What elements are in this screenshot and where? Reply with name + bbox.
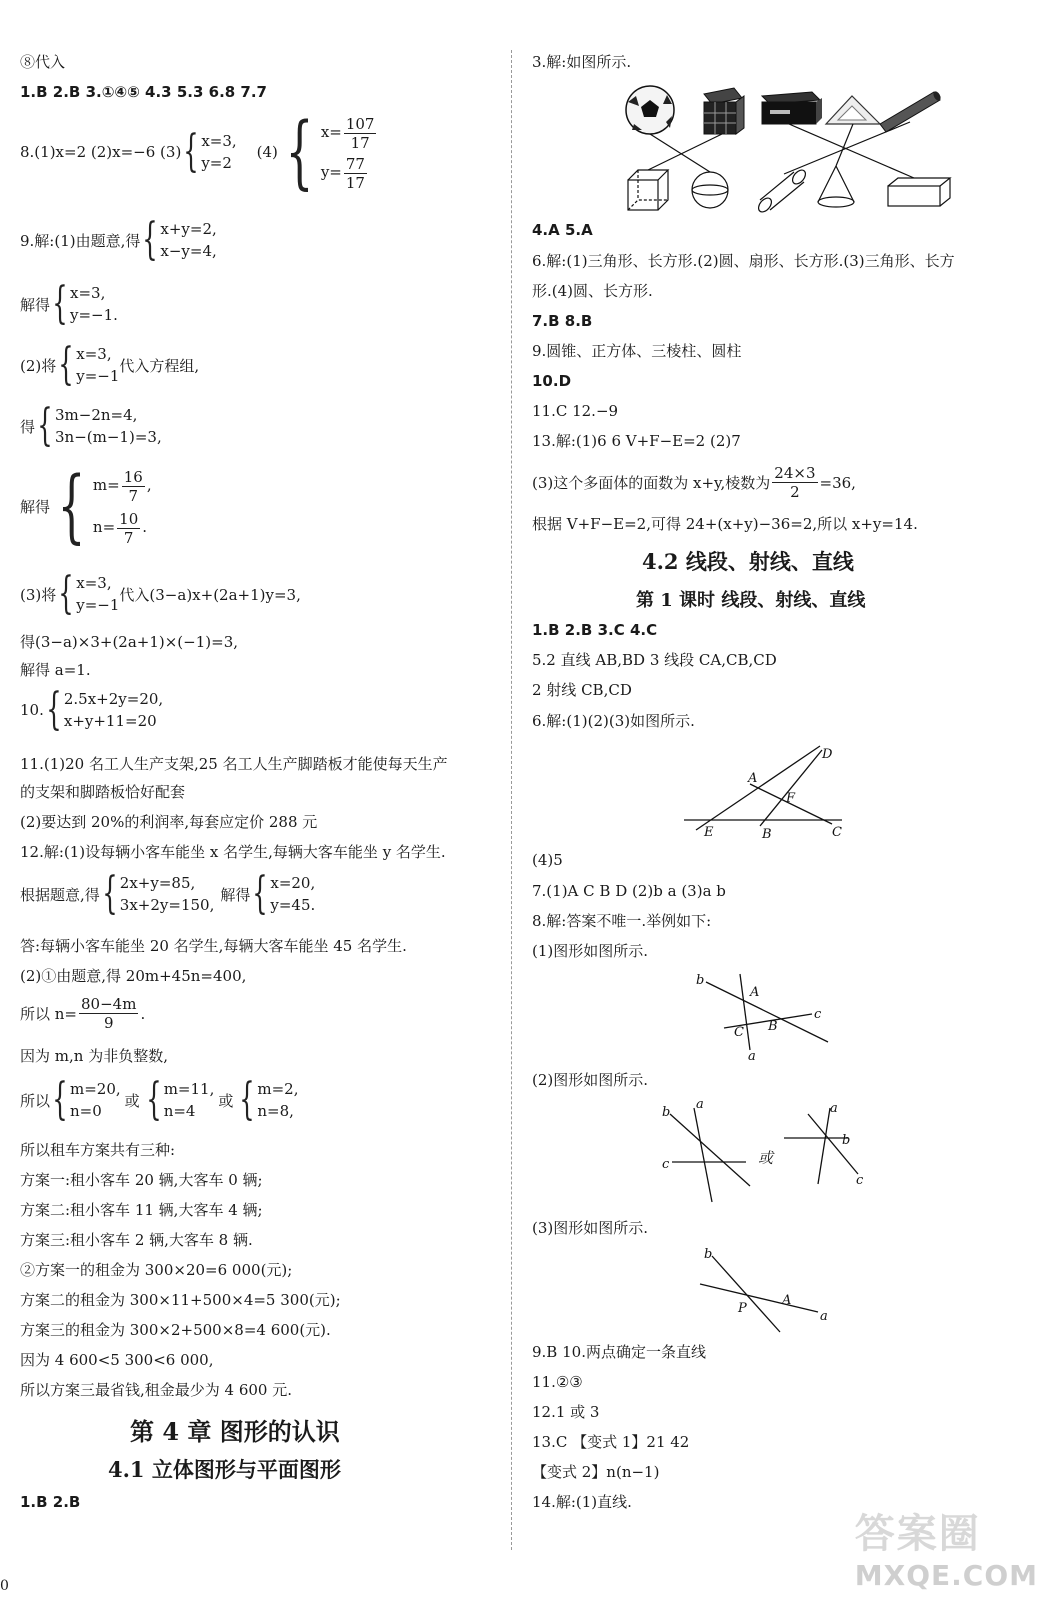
- cylinder-outline: [756, 168, 808, 215]
- numerator: 107: [345, 114, 375, 133]
- brace: {: [145, 1074, 162, 1125]
- eq: y=−1: [76, 596, 120, 614]
- prefix: (3)这个多面体的面数为 x+y,棱数为: [532, 474, 771, 492]
- eq: x=20,: [270, 874, 316, 892]
- point-label: P: [738, 1301, 747, 1316]
- eq: [93, 464, 152, 506]
- numerator: 80−4m: [81, 995, 137, 1013]
- brace: {: [58, 339, 74, 390]
- rubiks-cube-image: [704, 88, 744, 134]
- eq: y=2: [201, 154, 232, 172]
- point-label: F: [786, 791, 796, 806]
- answer-line: 根据 V+F−E=2,可得 24+(x+y)−36=2,所以 x+y=14.: [532, 515, 918, 533]
- mid: 解得: [220, 885, 251, 904]
- eq: x+y=2,: [160, 220, 217, 238]
- prefix: 解得: [20, 497, 51, 516]
- brace: {: [285, 105, 314, 198]
- eq: 2x+y=85,: [119, 874, 196, 892]
- answer-line: (4)5: [532, 851, 563, 869]
- point-label: C: [832, 825, 842, 840]
- eq-pre: n=: [92, 518, 116, 536]
- line-label: c: [856, 1173, 864, 1188]
- answer-line: (2)①由题意,得 20m+45n=400,: [20, 967, 247, 985]
- line-label: a: [748, 1049, 756, 1063]
- line-label: b: [696, 973, 705, 988]
- eq-post: ,: [146, 476, 152, 494]
- figure-6-lines: [682, 742, 852, 842]
- answer-line: ②方案一的租金为 300×20=6 000(元);: [20, 1261, 293, 1279]
- watermark-logo: [855, 1502, 1038, 1592]
- eq: y=−1: [76, 367, 120, 385]
- system: [270, 872, 315, 916]
- eq: x=3,: [201, 132, 237, 150]
- line-label: a: [830, 1101, 838, 1116]
- answer-line: 因为 m,n 为非负整数,: [20, 1047, 168, 1065]
- line-label: c: [662, 1157, 670, 1172]
- eq: x+y+11=20: [63, 712, 157, 730]
- numerator: 24×3: [774, 464, 816, 482]
- eq: y=45.: [270, 896, 316, 914]
- q9-3-system: [20, 568, 301, 619]
- q9-2-system: [20, 339, 200, 390]
- pencil-image: [880, 90, 942, 132]
- q9-system: [20, 214, 217, 265]
- point-label: A: [782, 1293, 792, 1308]
- system: [160, 218, 216, 262]
- answer-line: 11.C 12.−9: [532, 402, 619, 420]
- answer-line: 所以租车方案共有三种:: [20, 1141, 176, 1159]
- matching-lines: [648, 122, 914, 178]
- line-label: b: [704, 1247, 713, 1262]
- point-label: A: [750, 985, 760, 1000]
- fraction: [344, 155, 367, 192]
- answer-line: 因为 4 600<5 300<6 000,: [20, 1351, 214, 1369]
- figure-8-1: [694, 968, 834, 1063]
- line-label: b: [662, 1105, 671, 1120]
- eq-pre: x=: [320, 123, 342, 141]
- numerator: 16: [123, 467, 143, 486]
- brace: {: [183, 126, 200, 177]
- system: [93, 464, 152, 548]
- answer-line: 7.B 8.B: [532, 312, 593, 330]
- answer-line: 13.解:(1)6 6 V+F−E=2 (2)7: [532, 432, 741, 450]
- eq-post: .: [142, 518, 148, 536]
- q13-3-line: [532, 464, 856, 501]
- cone-outline: [818, 166, 854, 207]
- answer-line: 解得 a=1.: [20, 661, 91, 679]
- get-system: [20, 400, 162, 451]
- brace: {: [37, 400, 53, 451]
- brace: {: [239, 1074, 256, 1125]
- eq: n=8,: [257, 1102, 294, 1120]
- point-label: A: [748, 771, 758, 786]
- fraction: [772, 464, 817, 501]
- cube-outline: [628, 170, 668, 210]
- q10-system: [20, 684, 164, 735]
- answer-line: (1)图形如图所示.: [532, 942, 649, 960]
- prefix: 10.: [20, 701, 44, 719]
- numerator: 77: [345, 154, 365, 173]
- denominator: 7: [123, 528, 134, 547]
- answer-line: 11.(1)20 名工人生产支架,25 名工人生产脚踏板才能使每天生产: [20, 755, 448, 773]
- answer-line: 1.B 2.B: [20, 1493, 81, 1511]
- eq: x=3,: [76, 345, 112, 363]
- brace: {: [252, 868, 269, 919]
- suffix: 代入方程组,: [119, 356, 200, 375]
- lesson-title: 第 1 课时 线段、射线、直线: [636, 590, 866, 611]
- prefix: 解得: [20, 295, 51, 314]
- chapter-title: 第 4 章 图形的认识: [130, 1417, 340, 1446]
- eq: [93, 506, 152, 548]
- answer-line: 3.解:如图所示.: [532, 53, 632, 71]
- q8-prefix: 8.(1)x=2 (2)x=−6 (3): [20, 143, 182, 161]
- answer-line: 12.解:(1)设每辆小客车能坐 x 名学生,每辆大客车能坐 y 名学生.: [20, 843, 446, 861]
- solve1-system: [20, 278, 118, 329]
- answer-line: 1.B 2.B 3.①④⑤ 4.3 5.3 6.8 7.7: [20, 83, 267, 101]
- brace: {: [52, 1074, 68, 1125]
- prefix: (3)将: [20, 585, 57, 604]
- section-title: 4.2 线段、射线、直线: [642, 549, 854, 574]
- line-label: a: [696, 1097, 704, 1112]
- line-label: a: [820, 1309, 828, 1324]
- q12-n-formula: [20, 995, 145, 1032]
- answer-line: 9.B 10.两点确定一条直线: [532, 1343, 706, 1361]
- brace: {: [142, 214, 159, 265]
- eq-pre: y=: [320, 163, 342, 181]
- answer-line: 得(3−a)×3+(2a+1)×(−1)=3,: [20, 633, 239, 651]
- fraction: [122, 468, 145, 505]
- solid-matching-figure: [612, 82, 1012, 217]
- answer-line: 2 射线 CB,CD: [532, 681, 632, 699]
- brace: {: [58, 568, 74, 619]
- post: .: [140, 1004, 146, 1023]
- eq: 3m−2n=4,: [55, 406, 138, 424]
- watermark-line2: MXQE.COM: [854, 1559, 1038, 1592]
- eq: 2.5x+2y=20,: [63, 690, 164, 708]
- answer-line: 10.D: [532, 372, 572, 390]
- eq: x=3,: [70, 284, 106, 302]
- eq: 3n−(m−1)=3,: [55, 428, 162, 446]
- answer-line: 答:每辆小客车能坐 20 名学生,每辆大客车能坐 45 名学生.: [20, 937, 407, 955]
- point-label: D: [822, 747, 833, 762]
- prism-outline: [888, 178, 950, 206]
- answer-line: 13.C 【变式 1】21 42: [532, 1433, 690, 1451]
- brace: {: [52, 278, 68, 329]
- post: =36,: [819, 473, 856, 492]
- eq: x=3,: [76, 574, 112, 592]
- fraction: [79, 995, 138, 1032]
- answer-line: (2)要达到 20%的利润率,每套应定价 288 元: [20, 813, 318, 831]
- answer-line: (3)图形如图所示.: [532, 1219, 649, 1237]
- point-label: B: [762, 827, 772, 842]
- brace: {: [102, 868, 118, 919]
- answer-line: 8.解:答案不唯一.举例如下:: [532, 912, 712, 930]
- answer-line: 方案三的租金为 300×2+500×8=4 600(元).: [20, 1321, 331, 1339]
- eq: n=0: [70, 1102, 102, 1120]
- eq: m=2,: [257, 1080, 299, 1098]
- eq: m=20,: [70, 1080, 121, 1098]
- section-title: 4.1 立体图形与平面图形: [108, 1457, 341, 1482]
- q8-answer: [20, 105, 378, 198]
- prefix: 得: [20, 417, 36, 436]
- or: 或: [124, 1091, 140, 1110]
- prefix: 所以 n=: [20, 1005, 77, 1023]
- answer-line: 1.B 2.B 3.C 4.C: [532, 621, 658, 639]
- brace: {: [46, 684, 62, 735]
- system: [70, 1078, 121, 1122]
- system: [257, 1078, 298, 1122]
- suffix: 代入(3−a)x+(2a+1)y=3,: [119, 585, 301, 604]
- page-number: 0: [0, 1578, 9, 1594]
- answer-line: 11.②③: [532, 1373, 583, 1391]
- answer-line: 方案二:租小客车 11 辆,大客车 4 辆;: [20, 1201, 263, 1219]
- figure-8-3: [698, 1244, 838, 1334]
- system: [64, 688, 163, 732]
- answer-line: 4.A 5.A: [532, 221, 593, 239]
- point-label: C: [734, 1025, 744, 1040]
- q8-system-4: [321, 112, 379, 192]
- denominator: 9: [103, 1014, 114, 1032]
- or-text: 或: [758, 1149, 774, 1167]
- answer-line: 方案三:租小客车 2 辆,大客车 8 辆.: [20, 1231, 253, 1249]
- answer-line: (2)图形如图所示.: [532, 1071, 649, 1089]
- sphere-outline: [692, 172, 728, 208]
- prefix: (2)将: [20, 356, 57, 375]
- answer-line: 5.2 直线 AB,BD 3 线段 CA,CB,CD: [532, 651, 777, 669]
- eq: [321, 152, 379, 192]
- denominator: 7: [128, 486, 139, 505]
- q8-system-3: [201, 130, 236, 174]
- eq: x−y=4,: [160, 242, 217, 260]
- answer-line: 12.1 或 3: [532, 1403, 600, 1421]
- system: [120, 872, 215, 916]
- answer-line: ⑧代入: [20, 53, 66, 71]
- eq: m=11,: [163, 1080, 215, 1098]
- denominator: 17: [345, 173, 365, 192]
- answer-line: 7.(1)A C B D (2)b a (3)a b: [532, 882, 726, 900]
- eq: 3x+2y=150,: [119, 896, 215, 914]
- or: 或: [218, 1091, 234, 1110]
- numerator: 10: [119, 509, 139, 528]
- q8-4-label: (4): [256, 143, 278, 161]
- prefix: 9.解:(1)由题意,得: [20, 231, 141, 250]
- q12-system: [20, 868, 316, 919]
- answer-line: 【变式 2】n(n−1): [532, 1463, 660, 1481]
- eq: n=4: [163, 1102, 196, 1120]
- line-label: c: [814, 1007, 822, 1022]
- system: [76, 343, 119, 387]
- point-label: B: [768, 1019, 778, 1034]
- watermark-line1: 答案圈: [854, 1511, 981, 1557]
- soccer-ball-image: [626, 86, 674, 134]
- system: [164, 1078, 215, 1122]
- answer-line: 的支架和脚踏板恰好配套: [20, 783, 186, 801]
- answer-line: 所以方案三最省钱,租金最少为 4 600 元.: [20, 1381, 293, 1399]
- fraction: [344, 115, 377, 152]
- brace: {: [57, 459, 86, 552]
- answer-line: 形.(4)圆、长方形.: [532, 282, 653, 300]
- answer-line: 6.解:(1)三角形、长方形.(2)圆、扇形、长方形.(3)三角形、长方: [532, 252, 955, 270]
- system: [76, 572, 119, 616]
- answer-line: 6.解:(1)(2)(3)如图所示.: [532, 712, 695, 730]
- prefix: 根据题意,得: [20, 885, 100, 904]
- system: [70, 282, 118, 326]
- box-image: [762, 92, 822, 124]
- line-label: b: [842, 1133, 851, 1148]
- denominator: 2: [790, 483, 800, 501]
- fraction: [117, 510, 140, 547]
- q12-cases: [20, 1074, 299, 1125]
- point-label: E: [704, 825, 714, 840]
- eq: [321, 112, 379, 152]
- system: [55, 404, 162, 448]
- column-divider: [511, 50, 512, 1550]
- answer-line: 方案二的租金为 300×11+500×4=5 300(元);: [20, 1291, 341, 1309]
- answer-line: 方案一:租小客车 20 辆,大客车 0 辆;: [20, 1171, 263, 1189]
- solve2-system: [20, 459, 152, 552]
- prefix: 所以: [20, 1091, 51, 1110]
- triangle-ruler-image: [826, 96, 880, 124]
- eq: y=−1.: [70, 306, 118, 324]
- denominator: 17: [350, 133, 370, 152]
- answer-line: 14.解:(1)直线.: [532, 1493, 632, 1511]
- eq-pre: m=: [92, 476, 120, 494]
- answer-line: 9.圆锥、正方体、三棱柱、圆柱: [532, 342, 742, 360]
